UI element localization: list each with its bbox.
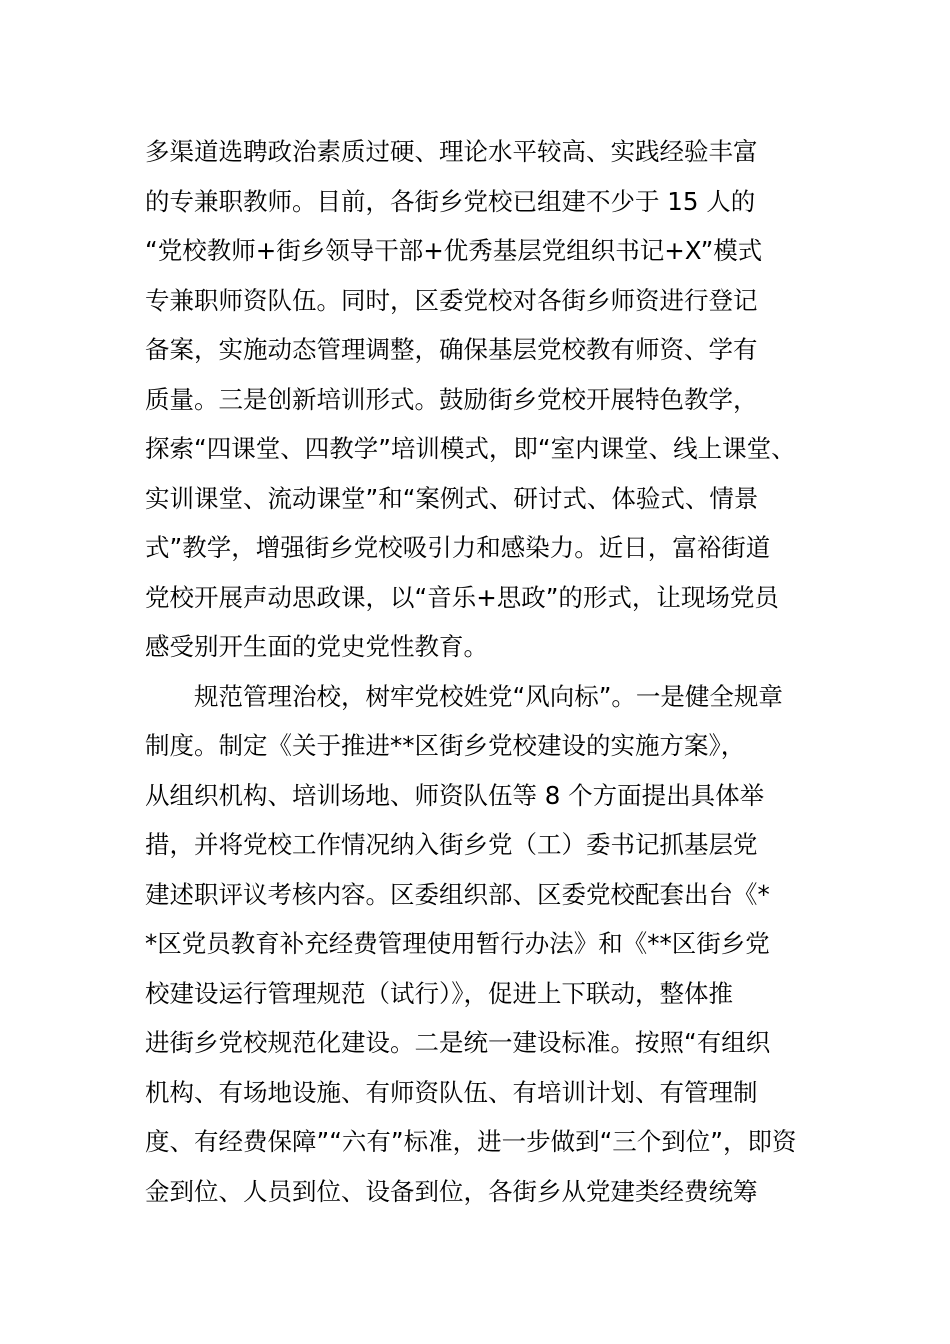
text-line: 制度。制定《关于推进**区街乡党校建设的实施方案》，	[145, 731, 746, 760]
text-line: 式”教学，增强街乡党校吸引力和感染力。近日，富裕街道	[145, 533, 771, 562]
text-line: 质量。三是创新培训形式。鼓励街乡党校开展特色教学，	[145, 384, 758, 414]
text-line: 感受别开生面的党史党性教育。	[145, 632, 488, 661]
text-line: 机构、有场地设施、有师资队伍、有培训计划、有管理制	[145, 1077, 758, 1107]
text-line: 的专兼职教师。目前，各街乡党校已组建不少于 15 人的	[145, 186, 756, 216]
paragraph	[145, 672, 825, 1217]
text-line: 专兼职师资队伍。同时，区委党校对各街乡师资进行登记	[145, 285, 758, 315]
text-line: *区党员教育补充经费管理使用暂行办法》和《**区街乡党	[145, 929, 770, 958]
text-line: 度、有经费保障”“六有”标准，进一步做到“三个到位”，即资	[145, 1127, 797, 1156]
text-line: 规范管理治校，树牢党校姓党“风向标”。一是健全规章	[194, 681, 783, 711]
text-line: 进街乡党校规范化建设。二是统一建设标准。按照“有组织	[145, 1028, 771, 1057]
text-line: 实训课堂、流动课堂”和“案例式、研讨式、体验式、情景	[145, 483, 759, 513]
text-line: 备案，实施动态管理调整，确保基层党校教有师资、学有	[145, 335, 758, 364]
paragraph	[145, 127, 825, 672]
text-line: 党校开展声动思政课，以“音乐+思政”的形式，让现场党员	[145, 582, 779, 612]
body-text	[145, 127, 825, 1216]
text-line: 措，并将党校工作情况纳入街乡党（工）委书记抓基层党	[145, 830, 758, 859]
text-line: 校建设运行管理规范（试行）》，促进上下联动，整体推	[145, 978, 733, 1008]
text-line: 多渠道选聘政治素质过硬、理论水平较高、实践经验丰富	[145, 137, 758, 166]
text-line: 建述职评议考核内容。区委组织部、区委党校配套出台《*	[145, 879, 770, 909]
text-line: 从组织机构、培训场地、师资队伍等 8 个方面提出具体举	[145, 780, 765, 810]
text-line: “党校教师+街乡领导干部+优秀基层党组织书记+X”模式	[145, 236, 763, 265]
text-line: 探索“四课堂、四教学”培训模式，即“室内课堂、线上课堂、	[145, 434, 796, 463]
text-line: 金到位、人员到位、设备到位，各街乡从党建类经费统筹	[145, 1176, 758, 1206]
